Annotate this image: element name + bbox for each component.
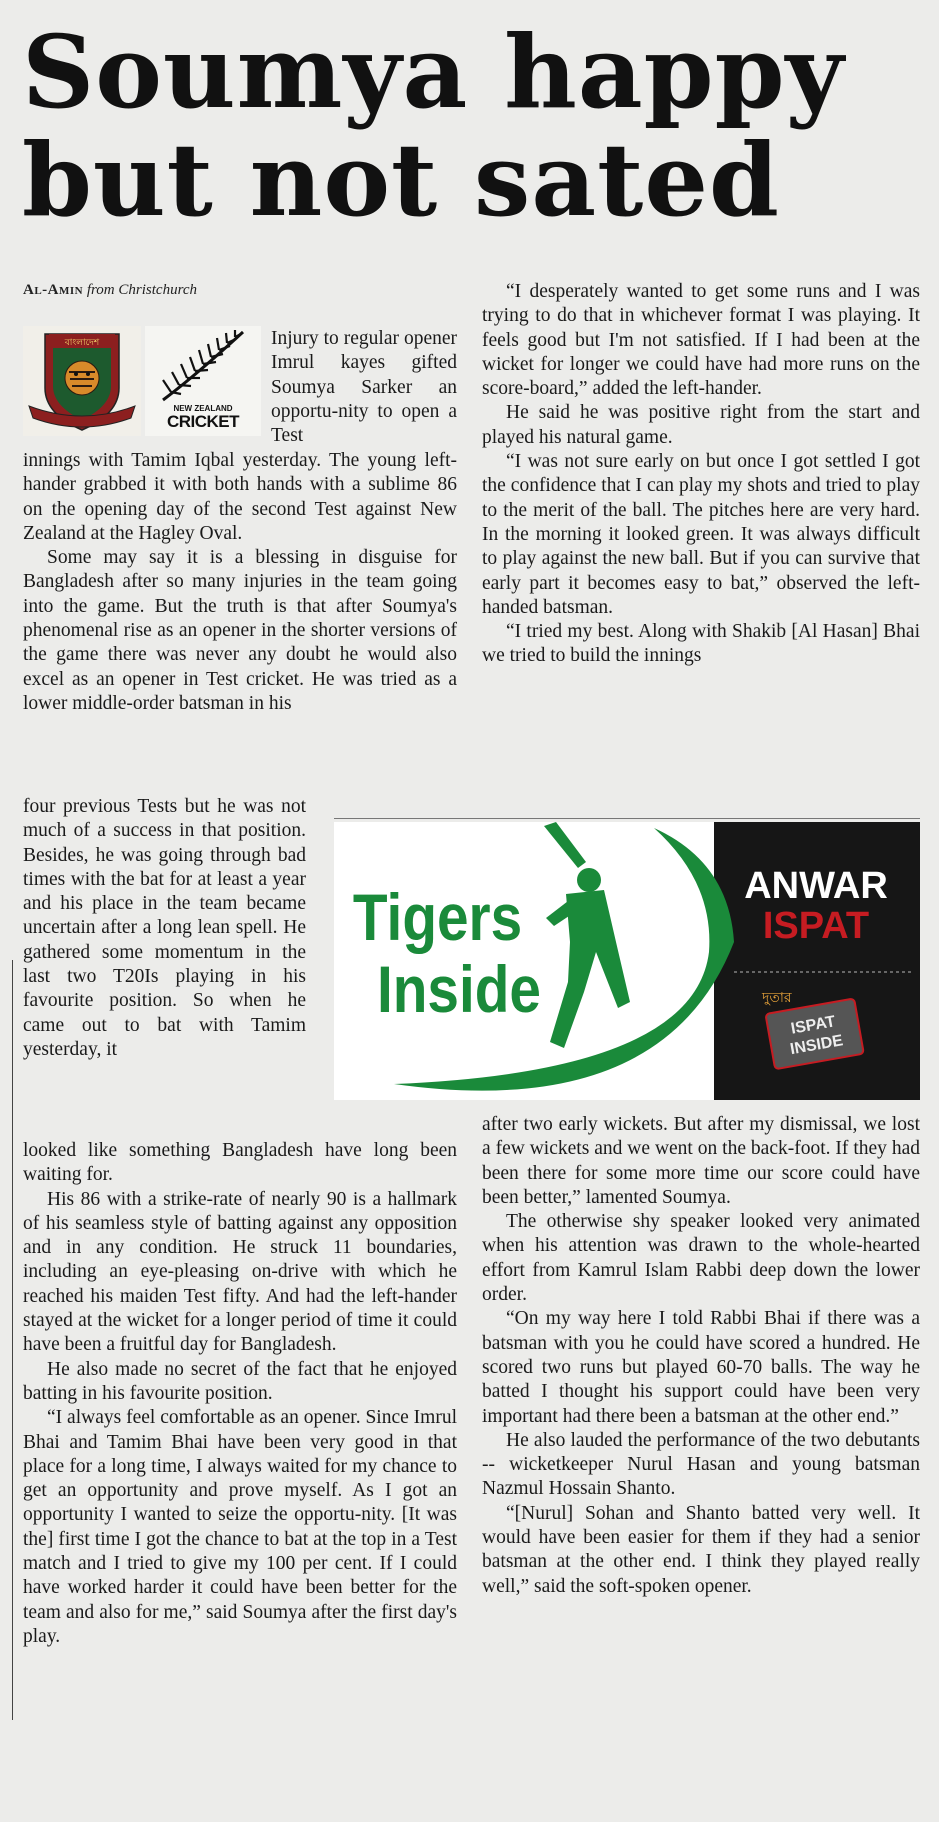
byline-location: from Christchurch	[86, 282, 198, 298]
paragraph: His 86 with a strike-rate of nearly 90 is a hallmark of his seamless style of batting against any opposition and in any condition. He struck 11 boundaries, including an eye-pleasing on-drive with which he reached his maiden Test fifty. And had the left-hander stayed at the wicket for a longer period of time it could have been a fruitful day for Bangladesh.	[23, 1188, 457, 1356]
column-1-bottom	[23, 1139, 457, 1649]
bangladesh-cricket-logo	[23, 326, 141, 436]
tigers-inside-advert	[334, 822, 920, 1100]
paragraph: He also made no secret of the fact that he enjoyed batting in his favourite position.	[23, 1358, 457, 1404]
column-1-narrow	[23, 795, 306, 1062]
paragraph: Injury to regular opener Imrul kayes gifted Soumya Sarker an opportu-nity to open a Test	[271, 328, 457, 447]
paragraph: Some may say it is a blessing in disguise for Bangladesh after so many injuries in the team going into the game. But the truth is that after Soumya's phenomenal rise as an opener in the shorter versions of the game there was never any doubt he would also excel as an opener in Test cricket. He was tried as a lower middle-order batsman in his	[23, 547, 457, 714]
new-zealand-cricket-logo	[145, 326, 261, 436]
divider	[12, 960, 13, 1720]
ad-inside-text: Inside	[377, 953, 542, 1028]
paragraph: “I desperately wanted to get some runs and I was trying to do that in whichever format I was playing. It feels good but I'm not satisfied. If I had been at the wicket for longer we could have had more runs on the score-board,” added the left-hander.	[482, 281, 920, 400]
silver-fern-icon	[145, 326, 261, 406]
nz-logo-text-small: NEW ZEALAND	[173, 404, 233, 413]
column-1-top	[23, 449, 457, 716]
svg-text:বাংলাদেশ: বাংলাদেশ	[64, 338, 100, 348]
headline-line-1: Soumya happy	[22, 13, 845, 131]
column-1-wrap	[271, 327, 457, 448]
paragraph: “I was not sure early on but once I got settled I got the confidence that I can play my shots and tried to play to the merit of the ball. The pitches here are very hard. In the morning it looked green. It was always difficult to play against the new ball. But if you can survive that early part it becomes easy to bat,” observed the left-handed batsman.	[482, 451, 920, 618]
paragraph: after two early wickets. But after my dismissal, we lost a few wickets and we went on the back-foot. If they had been there for some more time our score could have been better,” lamented Soumya.	[482, 1114, 920, 1208]
column-2-top	[482, 280, 920, 669]
headline-line-2: but not sated	[22, 121, 780, 239]
paragraph: He said he was positive right from the start and played his natural game.	[482, 402, 920, 448]
bengali-label: দুতার	[762, 990, 792, 1006]
paragraph: “[Nurul] Sohan and Shanto batted very well. It would have been easier for them if they had a senior batsman at the other end. I think they played really well,” said the soft-spoken opener.	[482, 1502, 920, 1597]
divider	[334, 818, 920, 819]
paragraph: “I always feel comfortable as an opener. Since Imrul Bhai and Tamim Bhai have been very good in that place for a long time, I always waited for my chance to get an opportunity and prove myself. As I got an opportunity I wanted to seize the opportu-nity. [It was the] first time I got the chance to bat at the top in a Test match and I tried to give my 100 per cent. If I could have worked harder it could have been better for the team and also for me,” said Soumya after the first day's play.	[23, 1407, 457, 1647]
badge-text-2: INSIDE	[788, 1032, 845, 1059]
ad-tigers-text: Tigers	[352, 881, 523, 956]
byline	[23, 282, 197, 299]
paragraph: The otherwise shy speaker looked very animated when his attention was drawn to the whole-hearted effort from Kamrul Islam Rabbi deep down the lower order.	[482, 1211, 920, 1306]
byline-author: Al-Amin	[23, 282, 84, 298]
ad-ispat-text: ISPAT	[762, 905, 870, 947]
paragraph: looked like something Bangladesh have long been waiting for.	[23, 1140, 457, 1186]
paragraph: four previous Tests but he was not much of a success in that position. Besides, he was going through bad times with the bat for at least a year and his place in the team became uncertain after a long lean spell. He gathered some momentum in the last two T20Is playing in his favourite position. So when he came out to bat with Tamim yesterday, it	[23, 796, 306, 1060]
paragraph: “On my way here I told Rabbi Bhai if there was a batsman with you he could have scored a hundred. He scored two runs but played 60-70 balls. The way he batted I thought his support could have been very important had there been a batsman at the other end.”	[482, 1308, 920, 1427]
paragraph: He also lauded the performance of the two debutants -- wicketkeeper Nurul Hasan and young batsman Nazmul Hossain Shanto.	[482, 1429, 920, 1500]
nz-logo-text-large: CRICKET	[166, 412, 240, 431]
advert-graphic	[334, 822, 920, 1100]
ad-anwar-text: ANWAR	[744, 865, 888, 907]
paragraph: “I tried my best. Along with Shakib [Al Hasan] Bhai we tried to build the innings	[482, 621, 920, 667]
badge-text-1: ISPAT	[789, 1013, 837, 1038]
paragraph: innings with Tamim Iqbal yesterday. The young left-hander grabbed it with both hands with a sublime 86 on the opening day of the second Test against New Zealand at the Hagley Oval.	[23, 450, 457, 544]
headline	[22, 13, 922, 239]
column-2-bottom	[482, 1113, 920, 1599]
